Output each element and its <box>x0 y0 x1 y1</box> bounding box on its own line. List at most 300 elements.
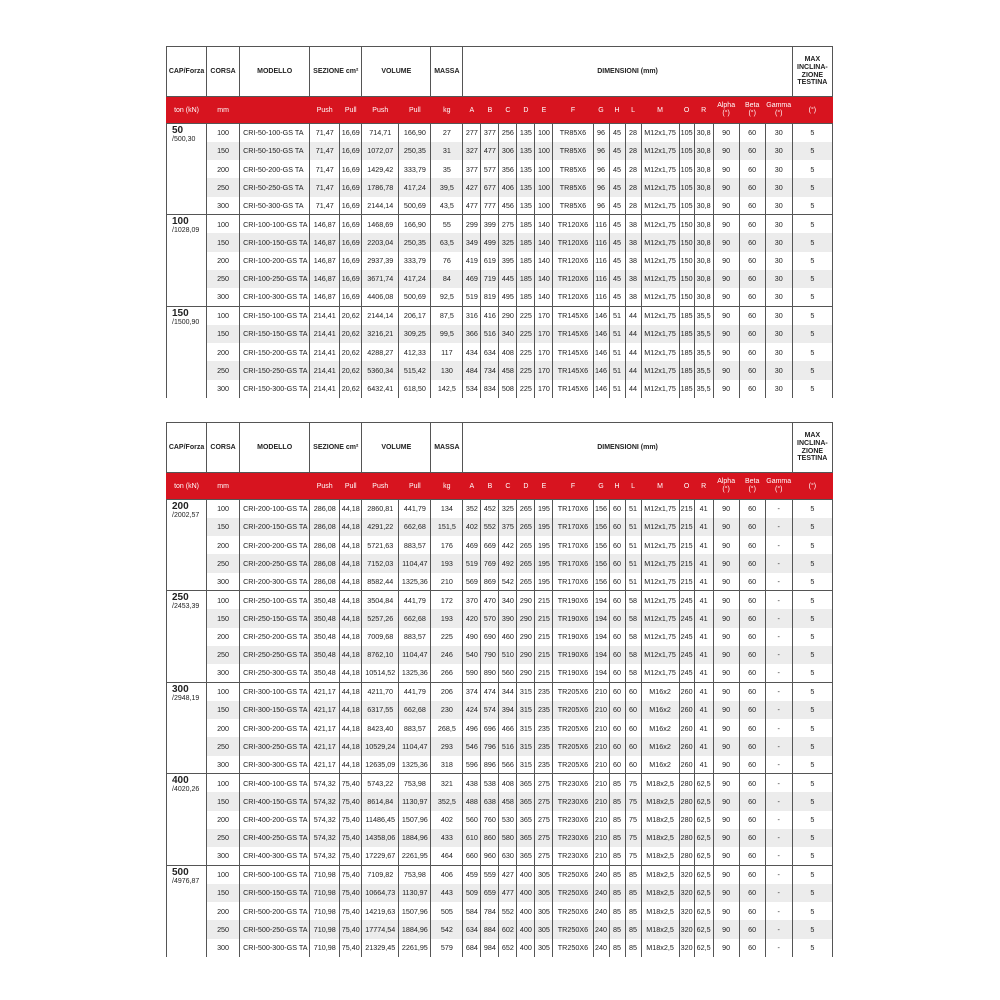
cell-dim-e: 140 <box>535 233 553 251</box>
cell-vol-push: 1429,42 <box>362 160 399 178</box>
cell-dim-g: 210 <box>593 737 609 755</box>
cell-dim-g: 96 <box>593 197 609 215</box>
cell-dim-m: M12x1,75 <box>641 646 679 664</box>
cell-dim-f: TR120X6 <box>553 288 593 306</box>
cell-beta: 60 <box>739 554 765 572</box>
header-max-line: MAX <box>804 432 821 440</box>
unit-corsa: mm <box>207 473 240 500</box>
cell-gamma: 30 <box>765 380 792 398</box>
cell-dim-a: 560 <box>463 811 481 829</box>
cell-dim-o: 320 <box>679 920 694 938</box>
cell-gamma: 30 <box>765 197 792 215</box>
cell-dim-f: TR205X6 <box>553 737 593 755</box>
cell-corsa: 300 <box>207 197 240 215</box>
table-row <box>167 124 833 142</box>
cell-dim-d: 225 <box>517 380 535 398</box>
unit-deg: (°) <box>748 110 756 117</box>
cell-dim-e: 215 <box>535 591 553 609</box>
cell-dim-h: 60 <box>609 554 625 572</box>
cell-dim-f: TR145X6 <box>553 380 593 398</box>
cell-dim-f: TR170X6 <box>553 500 593 518</box>
cell-gamma: 30 <box>765 160 792 178</box>
cell-modello: CRI-500-200-GS TA <box>240 902 310 920</box>
cell-gamma: - <box>765 554 792 572</box>
cell-vol-pull: 417,24 <box>399 178 431 196</box>
cell-push: 421,17 <box>310 756 340 774</box>
cell-dim-m: M18x2,5 <box>641 884 679 902</box>
cell-push: 710,98 <box>310 939 340 957</box>
cell-dim-d: 135 <box>517 124 535 142</box>
cell-vol-pull: 333,79 <box>399 160 431 178</box>
cell-gamma: - <box>765 756 792 774</box>
cell-vol-pull: 753,98 <box>399 865 431 883</box>
cell-dim-e: 170 <box>535 361 553 379</box>
unit-dim-c: C <box>499 97 517 124</box>
cell-dim-d: 365 <box>517 847 535 865</box>
cell-dim-h: 60 <box>609 664 625 682</box>
cap-cell <box>167 865 207 956</box>
cell-max-inclinazione: 5 <box>792 792 832 810</box>
cell-pull: 16,69 <box>340 124 362 142</box>
unit-dim-e: E <box>535 97 553 124</box>
cell-beta: 60 <box>739 902 765 920</box>
cell-push: 214,41 <box>310 361 340 379</box>
cell-push: 214,41 <box>310 325 340 343</box>
cell-max-inclinazione: 5 <box>792 774 832 792</box>
cell-massa: 99,5 <box>431 325 463 343</box>
unit-max-deg: (°) <box>792 97 832 124</box>
cell-dim-r: 62,5 <box>694 902 713 920</box>
cell-push: 71,47 <box>310 124 340 142</box>
table-row <box>167 609 833 627</box>
cell-push: 350,48 <box>310 646 340 664</box>
cell-massa: 352,5 <box>431 792 463 810</box>
cell-corsa: 200 <box>207 343 240 361</box>
cell-dim-d: 365 <box>517 792 535 810</box>
table-row <box>167 902 833 920</box>
cell-dim-e: 195 <box>535 500 553 518</box>
cell-beta: 60 <box>739 792 765 810</box>
cell-dim-m: M12x1,75 <box>641 215 679 233</box>
cell-corsa: 100 <box>207 306 240 324</box>
cell-dim-l: 58 <box>625 628 641 646</box>
cell-pull: 75,40 <box>340 920 362 938</box>
cell-beta: 60 <box>739 142 765 160</box>
cell-dim-f: TR250X6 <box>553 884 593 902</box>
cell-massa: 142,5 <box>431 380 463 398</box>
cell-beta: 60 <box>739 536 765 554</box>
cell-dim-o: 260 <box>679 756 694 774</box>
cell-dim-e: 235 <box>535 756 553 774</box>
cell-dim-h: 60 <box>609 628 625 646</box>
cell-dim-f: TR85X6 <box>553 197 593 215</box>
unit-dim-a: A <box>463 473 481 500</box>
cell-dim-g: 194 <box>593 609 609 627</box>
cell-modello: CRI-150-100-GS TA <box>240 306 310 324</box>
cell-dim-r: 41 <box>694 609 713 627</box>
cell-dim-e: 275 <box>535 829 553 847</box>
cell-vol-push: 2937,39 <box>362 252 399 270</box>
cell-beta: 60 <box>739 829 765 847</box>
header-dimensioni: DIMENSIONI (mm) <box>463 47 792 97</box>
cap-cell <box>167 774 207 865</box>
cell-massa: 27 <box>431 124 463 142</box>
cell-dim-o: 245 <box>679 609 694 627</box>
cell-vol-push: 8762,10 <box>362 646 399 664</box>
cell-dim-g: 240 <box>593 902 609 920</box>
cell-massa: 505 <box>431 902 463 920</box>
cell-beta: 60 <box>739 847 765 865</box>
table-row <box>167 343 833 361</box>
cell-dim-r: 30,8 <box>694 288 713 306</box>
cell-dim-l: 58 <box>625 609 641 627</box>
cell-pull: 75,40 <box>340 939 362 957</box>
cell-vol-pull: 441,79 <box>399 682 431 700</box>
unit-vol-push: Push <box>362 473 399 500</box>
cap-value: 100 <box>172 216 189 228</box>
cell-dim-d: 185 <box>517 252 535 270</box>
cell-dim-c: 356 <box>499 160 517 178</box>
cell-modello: CRI-250-250-GS TA <box>240 646 310 664</box>
cell-vol-pull: 1507,96 <box>399 811 431 829</box>
unit-dim-d: D <box>517 473 535 500</box>
cell-massa: 230 <box>431 701 463 719</box>
cell-beta: 60 <box>739 646 765 664</box>
cell-dim-o: 280 <box>679 829 694 847</box>
cell-pull: 75,40 <box>340 829 362 847</box>
cell-pull: 44,18 <box>340 737 362 755</box>
cell-modello: CRI-50-250-GS TA <box>240 178 310 196</box>
cell-beta: 60 <box>739 939 765 957</box>
cell-dim-o: 260 <box>679 682 694 700</box>
cell-vol-push: 2144,14 <box>362 197 399 215</box>
cell-dim-m: M18x2,5 <box>641 774 679 792</box>
cell-gamma: - <box>765 518 792 536</box>
unit-deg: (°) <box>774 110 783 117</box>
cell-dim-c: 290 <box>499 306 517 324</box>
cell-beta: 60 <box>739 920 765 938</box>
cell-corsa: 150 <box>207 884 240 902</box>
cell-vol-pull: 1507,96 <box>399 902 431 920</box>
cell-vol-pull: 1325,36 <box>399 664 431 682</box>
unit-vol-push: Push <box>362 97 399 124</box>
cell-dim-f: TR250X6 <box>553 920 593 938</box>
cell-dim-b: 659 <box>481 884 499 902</box>
cap-value: 50 <box>172 125 184 136</box>
cell-gamma: - <box>765 664 792 682</box>
cell-dim-l: 60 <box>625 737 641 755</box>
cell-dim-l: 28 <box>625 124 641 142</box>
cell-alpha: 90 <box>713 306 739 324</box>
cell-vol-pull: 500,69 <box>399 288 431 306</box>
cell-dim-m: M12x1,75 <box>641 609 679 627</box>
cell-vol-push: 14219,63 <box>362 902 399 920</box>
table-row <box>167 306 833 324</box>
cell-dim-m: M12x1,75 <box>641 628 679 646</box>
table-row <box>167 774 833 792</box>
cell-modello: CRI-200-300-GS TA <box>240 573 310 591</box>
cell-dim-l: 28 <box>625 160 641 178</box>
cell-vol-push: 714,71 <box>362 124 399 142</box>
cell-vol-pull: 309,25 <box>399 325 431 343</box>
cell-corsa: 250 <box>207 646 240 664</box>
cell-alpha: 90 <box>713 737 739 755</box>
table-row <box>167 518 833 536</box>
cell-vol-pull: 250,35 <box>399 142 431 160</box>
cell-pull: 75,40 <box>340 902 362 920</box>
cell-dim-o: 280 <box>679 847 694 865</box>
cell-dim-c: 508 <box>499 380 517 398</box>
cell-vol-pull: 515,42 <box>399 361 431 379</box>
cell-vol-push: 14358,06 <box>362 829 399 847</box>
cell-alpha: 90 <box>713 215 739 233</box>
cell-massa: 268,5 <box>431 719 463 737</box>
cell-dim-f: TR85X6 <box>553 124 593 142</box>
cell-vol-pull: 753,98 <box>399 774 431 792</box>
cell-alpha: 90 <box>713 554 739 572</box>
cell-dim-m: M12x1,75 <box>641 288 679 306</box>
table-row <box>167 756 833 774</box>
cell-dim-c: 530 <box>499 811 517 829</box>
cell-dim-g: 210 <box>593 829 609 847</box>
cell-dim-c: 580 <box>499 829 517 847</box>
cell-corsa: 150 <box>207 609 240 627</box>
cell-max-inclinazione: 5 <box>792 554 832 572</box>
cell-modello: CRI-250-300-GS TA <box>240 664 310 682</box>
table-row <box>167 646 833 664</box>
cell-corsa: 200 <box>207 811 240 829</box>
cell-max-inclinazione: 5 <box>792 884 832 902</box>
cell-vol-pull: 1130,97 <box>399 884 431 902</box>
cell-dim-o: 245 <box>679 646 694 664</box>
cap-value: 250 <box>172 592 189 604</box>
cell-dim-b: 960 <box>481 847 499 865</box>
cell-dim-h: 45 <box>609 270 625 288</box>
cell-pull: 75,40 <box>340 884 362 902</box>
cell-dim-r: 41 <box>694 682 713 700</box>
cell-vol-pull: 412,33 <box>399 343 431 361</box>
cell-pull: 16,69 <box>340 252 362 270</box>
cell-dim-a: 434 <box>463 343 481 361</box>
cell-max-inclinazione: 5 <box>792 664 832 682</box>
cell-beta: 60 <box>739 573 765 591</box>
cell-dim-d: 185 <box>517 288 535 306</box>
cell-dim-e: 195 <box>535 536 553 554</box>
cell-max-inclinazione: 5 <box>792 536 832 554</box>
cell-gamma: - <box>765 884 792 902</box>
cell-dim-h: 45 <box>609 178 625 196</box>
cell-dim-m: M18x2,5 <box>641 902 679 920</box>
cell-dim-h: 45 <box>609 288 625 306</box>
unit-empty <box>240 97 310 124</box>
cell-gamma: - <box>765 628 792 646</box>
cell-pull: 44,18 <box>340 701 362 719</box>
cell-dim-o: 260 <box>679 719 694 737</box>
cell-beta: 60 <box>739 500 765 518</box>
cell-dim-l: 51 <box>625 554 641 572</box>
cell-alpha: 90 <box>713 518 739 536</box>
cell-max-inclinazione: 5 <box>792 829 832 847</box>
cell-push: 286,08 <box>310 518 340 536</box>
cell-dim-o: 215 <box>679 573 694 591</box>
cell-alpha: 90 <box>713 792 739 810</box>
cell-pull: 44,18 <box>340 554 362 572</box>
cell-dim-f: TR120X6 <box>553 215 593 233</box>
cell-beta: 60 <box>739 737 765 755</box>
cell-vol-pull: 1884,96 <box>399 829 431 847</box>
cell-dim-c: 375 <box>499 518 517 536</box>
cell-dim-f: TR190X6 <box>553 628 593 646</box>
table-row <box>167 380 833 398</box>
cell-pull: 44,18 <box>340 628 362 646</box>
cell-beta: 60 <box>739 325 765 343</box>
cell-massa: 176 <box>431 536 463 554</box>
cell-dim-m: M18x2,5 <box>641 829 679 847</box>
cell-dim-c: 395 <box>499 252 517 270</box>
cell-beta: 60 <box>739 774 765 792</box>
cell-dim-r: 35,5 <box>694 343 713 361</box>
cell-dim-e: 195 <box>535 554 553 572</box>
cell-corsa: 100 <box>207 682 240 700</box>
cell-dim-g: 210 <box>593 774 609 792</box>
cell-dim-h: 60 <box>609 573 625 591</box>
cell-dim-c: 458 <box>499 792 517 810</box>
cell-dim-h: 60 <box>609 518 625 536</box>
cell-dim-g: 240 <box>593 939 609 957</box>
cell-max-inclinazione: 5 <box>792 628 832 646</box>
cell-vol-push: 6317,55 <box>362 701 399 719</box>
cell-massa: 464 <box>431 847 463 865</box>
cell-max-inclinazione: 5 <box>792 756 832 774</box>
cell-modello: CRI-100-100-GS TA <box>240 215 310 233</box>
cell-max-inclinazione: 5 <box>792 215 832 233</box>
cell-vol-pull: 662,68 <box>399 609 431 627</box>
cell-alpha: 90 <box>713 884 739 902</box>
cell-pull: 44,18 <box>340 609 362 627</box>
cell-dim-c: 477 <box>499 884 517 902</box>
cell-dim-h: 85 <box>609 939 625 957</box>
cell-massa: 321 <box>431 774 463 792</box>
cell-dim-o: 150 <box>679 233 694 251</box>
cell-pull: 44,18 <box>340 682 362 700</box>
cell-push: 286,08 <box>310 500 340 518</box>
header-sezione: SEZIONE cm² <box>310 423 362 473</box>
cell-vol-push: 3504,84 <box>362 591 399 609</box>
cell-push: 350,48 <box>310 591 340 609</box>
cell-dim-b: 890 <box>481 664 499 682</box>
cell-dim-a: 540 <box>463 646 481 664</box>
cell-dim-l: 38 <box>625 215 641 233</box>
cell-dim-d: 365 <box>517 829 535 847</box>
cell-dim-b: 470 <box>481 591 499 609</box>
cell-vol-push: 4288,27 <box>362 343 399 361</box>
cell-dim-r: 41 <box>694 628 713 646</box>
cell-dim-r: 35,5 <box>694 325 713 343</box>
cell-vol-push: 2144,14 <box>362 306 399 324</box>
cell-max-inclinazione: 5 <box>792 325 832 343</box>
cell-alpha: 90 <box>713 142 739 160</box>
header-max-inclinazione <box>792 47 832 97</box>
cell-dim-d: 315 <box>517 737 535 755</box>
cell-beta: 60 <box>739 609 765 627</box>
cell-dim-m: M16x2 <box>641 682 679 700</box>
cell-dim-o: 185 <box>679 343 694 361</box>
cell-alpha: 90 <box>713 380 739 398</box>
cell-dim-e: 140 <box>535 215 553 233</box>
cell-pull: 20,62 <box>340 361 362 379</box>
unit-dim-o: O <box>679 97 694 124</box>
cell-dim-c: 542 <box>499 573 517 591</box>
cell-vol-pull: 883,57 <box>399 536 431 554</box>
cell-pull: 20,62 <box>340 343 362 361</box>
cell-dim-d: 265 <box>517 500 535 518</box>
cell-push: 710,98 <box>310 920 340 938</box>
cell-gamma: - <box>765 939 792 957</box>
table-row <box>167 252 833 270</box>
cell-dim-o: 150 <box>679 270 694 288</box>
cell-push: 146,87 <box>310 288 340 306</box>
cell-dim-c: 408 <box>499 343 517 361</box>
cell-dim-f: TR190X6 <box>553 609 593 627</box>
cell-dim-e: 100 <box>535 142 553 160</box>
cell-gamma: - <box>765 591 792 609</box>
cell-dim-d: 315 <box>517 682 535 700</box>
cell-vol-pull: 166,90 <box>399 124 431 142</box>
cell-dim-r: 41 <box>694 664 713 682</box>
unit-dim-g: G <box>593 97 609 124</box>
cap-force: /2948,19 <box>172 694 200 702</box>
cell-dim-c: 492 <box>499 554 517 572</box>
cell-max-inclinazione: 5 <box>792 270 832 288</box>
cell-beta: 60 <box>739 701 765 719</box>
cell-dim-o: 185 <box>679 306 694 324</box>
cell-dim-e: 140 <box>535 252 553 270</box>
cell-vol-push: 5360,34 <box>362 361 399 379</box>
cell-dim-a: 427 <box>463 178 481 196</box>
cell-massa: 134 <box>431 500 463 518</box>
table-row <box>167 361 833 379</box>
table-row <box>167 233 833 251</box>
unit-pull: Pull <box>340 97 362 124</box>
cell-dim-a: 634 <box>463 920 481 938</box>
cell-dim-a: 519 <box>463 554 481 572</box>
cell-max-inclinazione: 5 <box>792 252 832 270</box>
cell-pull: 20,62 <box>340 380 362 398</box>
cell-pull: 44,18 <box>340 500 362 518</box>
unit-dim-r: R <box>694 473 713 500</box>
cell-vol-pull: 883,57 <box>399 628 431 646</box>
cell-dim-b: 860 <box>481 829 499 847</box>
header-max-line: TESTINA <box>797 455 828 463</box>
spec-table <box>166 422 833 957</box>
table-row <box>167 682 833 700</box>
cell-dim-l: 75 <box>625 847 641 865</box>
cell-dim-f: TR170X6 <box>553 554 593 572</box>
cell-modello: CRI-50-150-GS TA <box>240 142 310 160</box>
cell-dim-g: 194 <box>593 628 609 646</box>
unit-dim-a: A <box>463 97 481 124</box>
cell-gamma: - <box>765 500 792 518</box>
cell-gamma: - <box>765 792 792 810</box>
cell-alpha: 90 <box>713 536 739 554</box>
cell-dim-e: 195 <box>535 518 553 536</box>
cell-dim-b: 399 <box>481 215 499 233</box>
cell-dim-f: TR205X6 <box>553 701 593 719</box>
cell-dim-e: 170 <box>535 380 553 398</box>
cell-corsa: 150 <box>207 792 240 810</box>
cell-beta: 60 <box>739 884 765 902</box>
cell-dim-l: 58 <box>625 646 641 664</box>
